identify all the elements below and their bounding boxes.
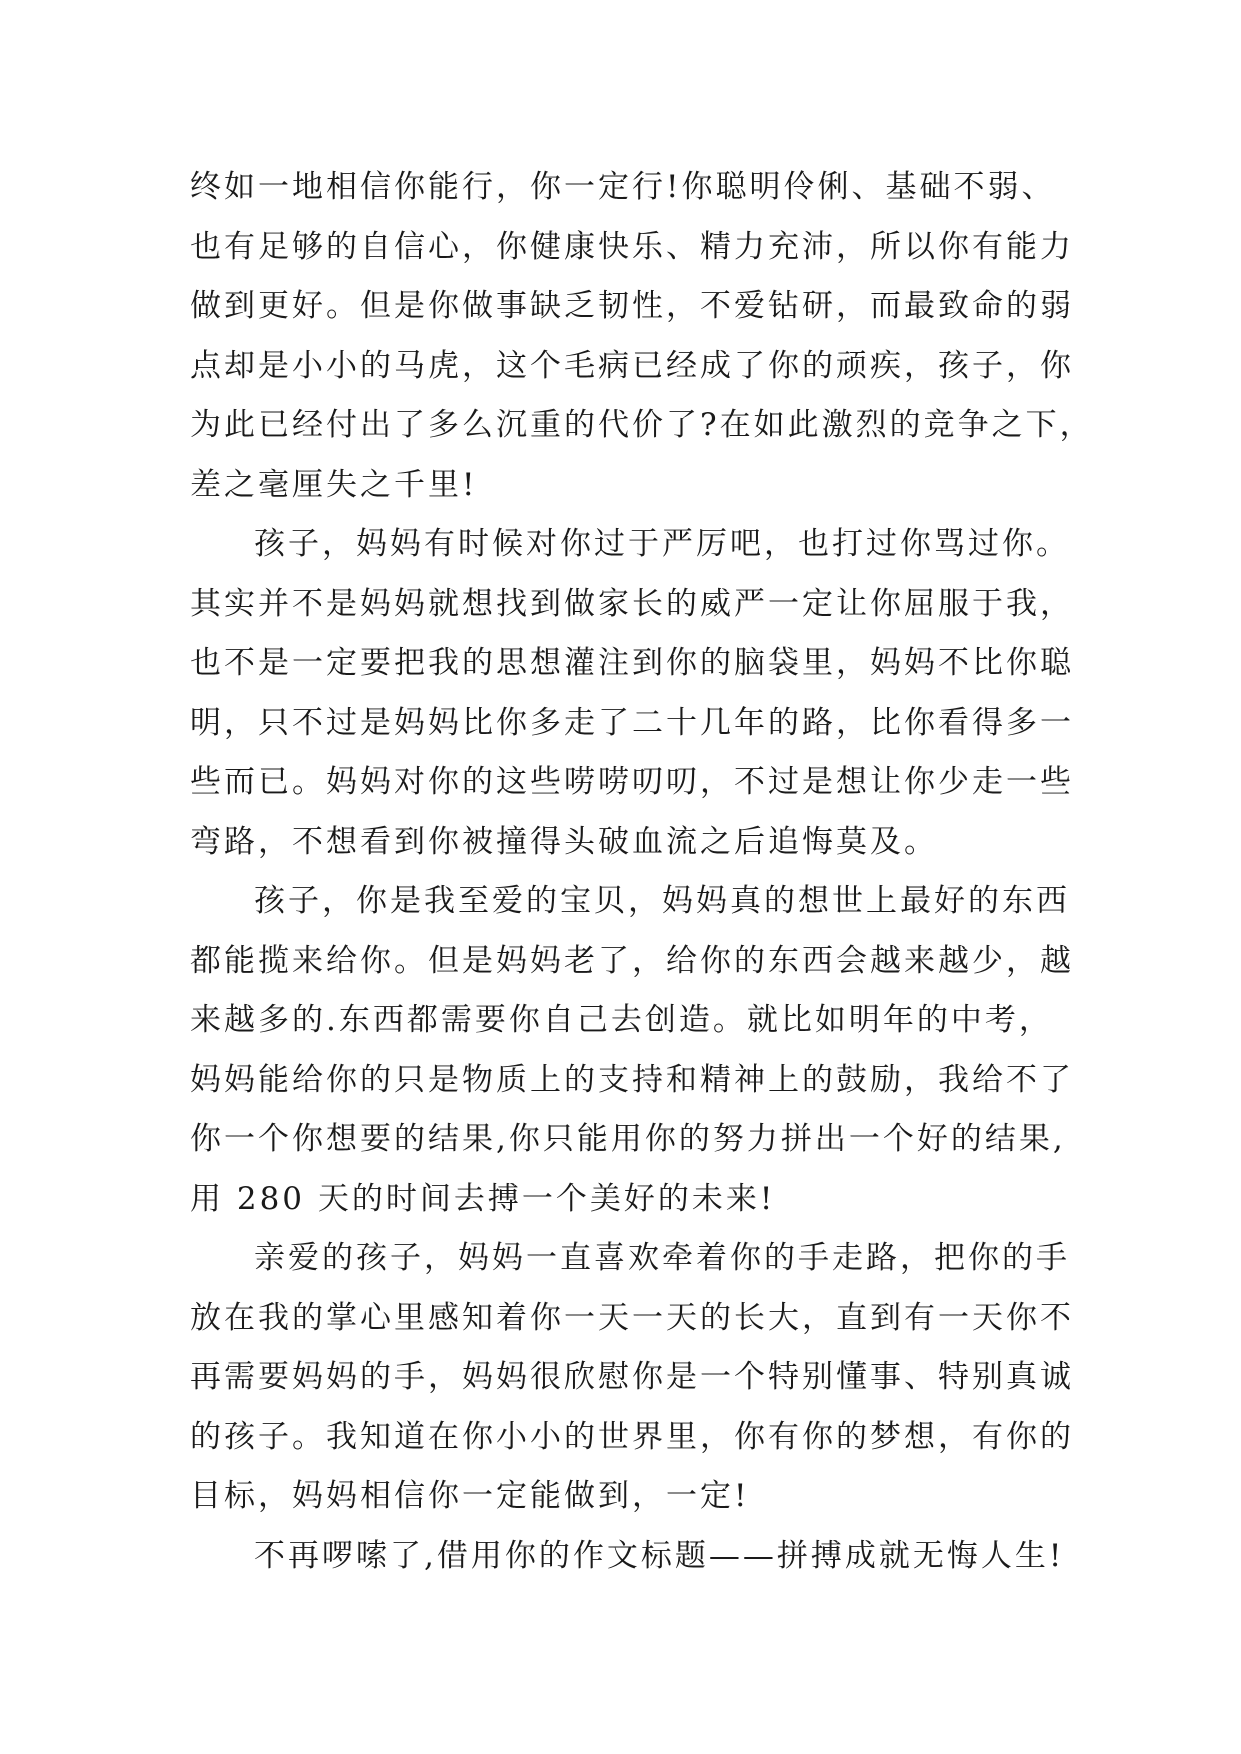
text-line: 都能揽来给你。但是妈妈老了，给你的东西会越来越少，越 [190,942,1074,979]
paragraph-start-line: 孩子，你是我至爱的宝贝，妈妈真的想世上最好的东西 [254,883,1070,919]
text-line: 你一个你想要的结果,你只能用你的努力拼出一个好的结果, [190,1121,1066,1157]
text-line: 也不是一定要把我的思想灌注到你的脑袋里，妈妈不比你聪 [190,645,1074,681]
text-line: 目标，妈妈相信你一定能做到，一定! [190,1478,750,1514]
text-line: 做到更好。但是你做事缺乏韧性，不爱钻研，而最致命的弱 [190,288,1074,324]
text-line: 为此已经付出了多么沉重的代价了?在如此激烈的竞争之下， [190,407,1094,443]
text-line: 来越多的.东西都需要你自己去创造。就比如明年的中考， [190,1002,1053,1038]
text-line: 弯路，不想看到你被撞得头破血流之后追悔莫及。 [190,823,938,860]
letter-body [190,158,1094,1586]
text-line: 其实并不是妈妈就想找到做家长的威严一定让你屈服于我， [190,585,1074,622]
text-line: 明，只不过是妈妈比你多走了二十几年的路，比你看得多一 [190,704,1074,741]
paragraph-start-line: 孩子，妈妈有时候对你过于严厉吧，也打过你骂过你。 [254,526,1070,562]
text-line: 妈妈能给你的只是物质上的支持和精神上的鼓励，我给不了 [190,1061,1074,1098]
text-line: 也有足够的自信心，你健康快乐、精力充沛，所以你有能力 [190,228,1074,265]
paragraph-start-line: 不再啰嗦了,借用你的作文标题——拼搏成就无悔人生! [254,1537,1065,1574]
text-line: 再需要妈妈的手，妈妈很欣慰你是一个特别懂事、特别真诚 [190,1359,1074,1395]
text-line: 的孩子。我知道在你小小的世界里，你有你的梦想，有你的 [190,1418,1074,1455]
text-line: 放在我的掌心里感知着你一天一天的长大，直到有一天你不 [190,1299,1074,1336]
text-line: 用 280 天的时间去搏一个美好的未来! [190,1180,776,1217]
text-line: 点却是小小的马虎，这个毛病已经成了你的顽疾，孩子，你 [190,347,1074,384]
text-line: 终如一地相信你能行，你一定行!你聪明伶俐、基础不弱、 [190,169,1056,205]
text-line: 差之毫厘失之千里! [190,466,478,503]
paragraph-start-line: 亲爱的孩子，妈妈一直喜欢牵着你的手走路，把你的手 [254,1240,1070,1276]
text-line: 些而已。妈妈对你的这些唠唠叨叨，不过是想让你少走一些 [190,764,1074,800]
